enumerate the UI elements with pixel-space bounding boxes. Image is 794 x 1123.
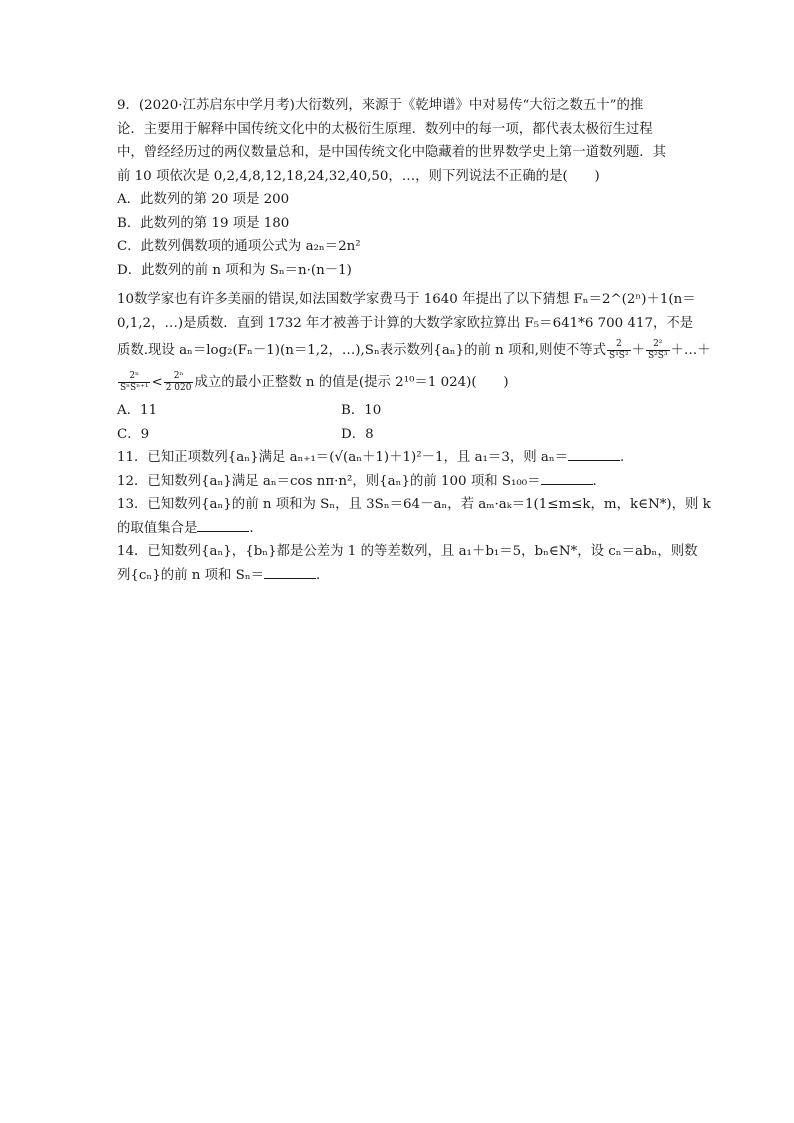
question-9-option-b: B．此数列的第 19 项是 180 bbox=[117, 215, 290, 231]
ellipsis-sum: ＋…＋ bbox=[670, 343, 711, 358]
question-9-option-c: C．此数列偶数项的通项公式为 a₂ₙ＝2n² bbox=[117, 239, 361, 254]
answer-blank bbox=[197, 519, 249, 532]
question-10-line-4-text: 成立的最小正整数 n 的值是(提示 2¹⁰＝1 024)( ) bbox=[194, 375, 509, 390]
fraction-3 bbox=[118, 371, 150, 394]
fraction-4-denominator: 2 020 bbox=[165, 383, 192, 393]
question-11 bbox=[117, 446, 677, 470]
fraction-1-numerator: 2 bbox=[615, 339, 622, 349]
question-14 bbox=[117, 540, 698, 587]
answer-blank bbox=[568, 448, 620, 461]
question-13-line-2 bbox=[117, 517, 677, 541]
question-14-line-1: 14．已知数列{aₙ}，{bₙ}都是公差为 1 的等差数列，且 a₁＋b₁＝5，bₙ∈N*，设 cₙ＝abₙ，则数 bbox=[117, 544, 698, 559]
fraction-3-numerator: 2ⁿ bbox=[129, 371, 140, 381]
fraction-3-denominator: SⁿSⁿ⁺¹ bbox=[120, 383, 149, 393]
question-10-line-4 bbox=[117, 367, 677, 399]
question-10-options-row-2 bbox=[117, 423, 677, 447]
question-9 bbox=[117, 94, 677, 282]
question-10-option-b: B．10 bbox=[341, 403, 382, 418]
question-12 bbox=[117, 470, 677, 494]
question-10-line-1: 10数学家也有许多美丽的错误,如法国数学家费马于 1640 年提出了以下猜想 Fₙ＝2^(2ⁿ)＋1(n＝ bbox=[117, 292, 696, 307]
question-9-option-a: A．此数列的第 20 项是 200 bbox=[117, 192, 290, 207]
question-12-text: 12．已知数列{aₙ}满足 aₙ＝cos nπ·n²，则{aₙ}的前 100 项和 S₁₀₀＝ bbox=[117, 473, 541, 489]
period: . bbox=[620, 450, 625, 465]
question-10-line-3-text: 质数.现设 aₙ＝log₂(Fₙ－1)(n＝1,2，…),Sₙ表示数列{aₙ}的前 n 项和,则使不等式 bbox=[117, 343, 607, 358]
question-13-line-1: 13．已知数列{aₙ}的前 n 项和为 Sₙ，且 3Sₙ＝64－aₙ，若 aₘ·aₖ＝1(1≤m≤k，m，k∈N*)，则 k bbox=[117, 497, 711, 512]
fraction-1 bbox=[607, 339, 631, 362]
question-14-line-2 bbox=[117, 564, 677, 588]
question-13-line-2-text: 的取值集合是 bbox=[117, 520, 198, 536]
plus-sign: ＋ bbox=[631, 343, 645, 358]
fraction-2-numerator: 2² bbox=[653, 339, 663, 349]
question-10 bbox=[117, 288, 711, 446]
fraction-2-denominator: S²S³ bbox=[647, 351, 668, 361]
answer-blank bbox=[541, 472, 593, 485]
fraction-2 bbox=[646, 339, 670, 362]
period: . bbox=[249, 520, 254, 536]
question-13 bbox=[117, 493, 711, 540]
less-than-sign: < bbox=[151, 375, 163, 390]
question-10-options-row-1 bbox=[117, 399, 677, 423]
fraction-4 bbox=[164, 371, 194, 394]
question-10-option-a: A．11 bbox=[117, 403, 158, 418]
question-10-option-c: C．9 bbox=[117, 426, 150, 442]
question-9-line-3: 中，曾经经历过的两仪数量总和，是中国传统文化中隐藏着的世界数学史上第一道数列题．其 bbox=[117, 145, 667, 160]
question-10-line-2: 0,1,2，…)是质数．直到 1732 年才被善于计算的大数学家欧拉算出 F₅＝641*6 700 417，不是 bbox=[117, 315, 694, 331]
question-10-option-d: D．8 bbox=[341, 426, 374, 442]
fraction-4-numerator: 2ⁿ bbox=[173, 371, 184, 381]
period: . bbox=[316, 567, 321, 583]
question-9-line-2: 论．主要用于解释中国传统文化中的太极衍生原理．数列中的每一项，都代表太极衍生过程 bbox=[117, 121, 653, 137]
answer-blank bbox=[264, 566, 316, 579]
question-9-line-1: 9．(2020·江苏启东中学月考)大衍数列，来源于《乾坤谱》中对易传“大衍之数五十”的推 bbox=[117, 98, 644, 113]
question-10-line-3 bbox=[117, 335, 711, 367]
question-14-line-2-text: 列{cₙ}的前 n 项和 Sₙ＝ bbox=[117, 567, 265, 583]
problem-set bbox=[117, 94, 711, 587]
period: . bbox=[592, 473, 597, 489]
question-11-text: 11．已知正项数列{aₙ}满足 aₙ₊₁＝(√(aₙ＋1)＋1)²－1，且 a₁＝3，则 aₙ＝ bbox=[117, 450, 569, 465]
question-9-line-4: 前 10 项依次是 0,2,4,8,12,18,24,32,40,50，…，则下列说法不正确的是( ) bbox=[117, 168, 600, 184]
fraction-1-denominator: S¹S² bbox=[609, 351, 629, 361]
question-9-option-d: D．此数列的前 n 项和为 Sₙ＝n·(n－1) bbox=[117, 262, 352, 278]
